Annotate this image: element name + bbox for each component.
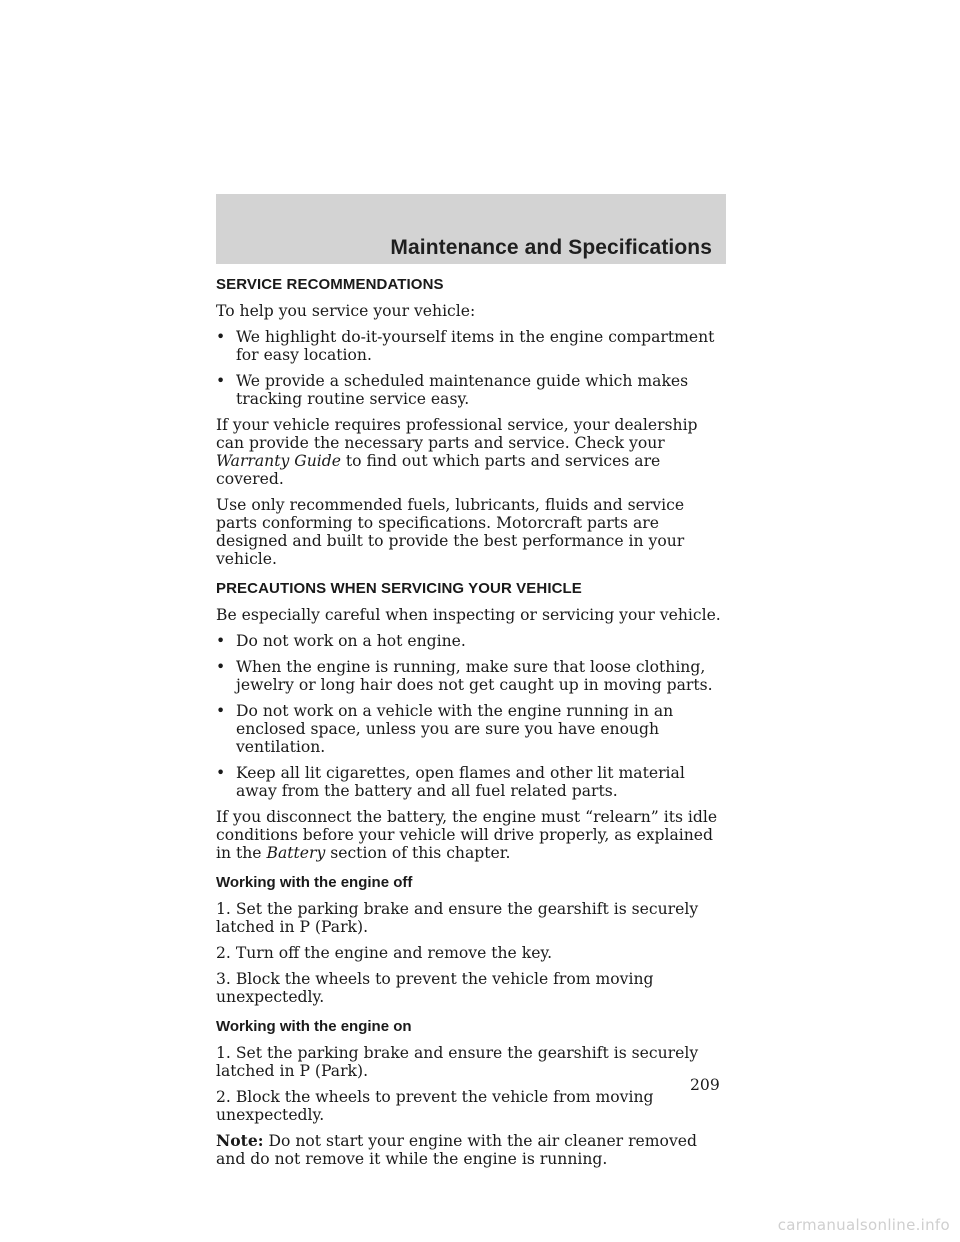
bullet-icon: •	[216, 658, 226, 676]
page-body	[216, 276, 728, 1176]
precautions-intro: Be especially careful when inspecting or servicing your vehicle.	[216, 606, 721, 624]
professional-service-paragraph: If your vehicle requires professional service, your dealership can provide the necessary parts and service. Check your Warranty Guide to find out which parts and services are covered.	[216, 416, 698, 488]
recommended-parts-paragraph: Use only recommended fuels, lubricants, fluids and service parts conforming to specifications. Motorcraft parts are designed and built to provide the best performance in your vehicle.	[216, 496, 685, 568]
engine-on-heading: Working with the engine on	[216, 1018, 412, 1035]
bullet-icon: •	[216, 372, 226, 390]
list-item: • Do not work on a vehicle with the engine running in an enclosed space, unless you are sure you have enough ventilation.	[216, 702, 674, 756]
bullet-icon: •	[216, 764, 226, 782]
engine-off-step: 1. Set the parking brake and ensure the gearshift is securely latched in P (Park).	[216, 900, 699, 936]
warranty-guide-reference: Warranty Guide	[216, 452, 341, 470]
page-number: 209	[690, 1076, 720, 1094]
bullet-icon: •	[216, 632, 226, 650]
battery-section-reference: Battery	[266, 844, 326, 862]
list-item: • Keep all lit cigarettes, open flames and other lit material away from the battery and all fuel related parts.	[216, 764, 685, 800]
battery-relearn-paragraph: If you disconnect the battery, the engine must “relearn” its idle conditions before your vehicle will drive properly, as explained in the Battery section of this chapter.	[216, 808, 718, 862]
bullet-icon: •	[216, 702, 226, 720]
engine-off-heading: Working with the engine off	[216, 874, 413, 891]
list-item: • When the engine is running, make sure that loose clothing, jewelry or long hair does not get caught up in moving parts.	[216, 658, 713, 694]
precautions-bullet-list	[216, 632, 728, 800]
list-item: • Do not work on a hot engine.	[216, 632, 466, 650]
list-item: • We provide a scheduled maintenance guide which makes tracking routine service easy.	[216, 372, 689, 408]
note-paragraph: Note: Do not start your engine with the air cleaner removed and do not remove it while the engine is running.	[216, 1131, 697, 1168]
note-label: Note:	[216, 1131, 264, 1150]
engine-off-step: 3. Block the wheels to prevent the vehicle from moving unexpectedly.	[216, 970, 654, 1006]
section-header-band	[216, 194, 726, 264]
section-title: Maintenance and Specifications	[390, 236, 712, 259]
service-bullet-list	[216, 328, 728, 408]
watermark: carmanualsonline.info	[777, 1216, 950, 1234]
service-recommendations-heading: SERVICE RECOMMENDATIONS	[216, 276, 444, 293]
precautions-heading: PRECAUTIONS WHEN SERVICING YOUR VEHICLE	[216, 580, 582, 597]
engine-off-step: 2. Turn off the engine and remove the key.	[216, 944, 553, 962]
engine-on-step: 2. Block the wheels to prevent the vehicle from moving unexpectedly.	[216, 1088, 654, 1124]
engine-on-step: 1. Set the parking brake and ensure the gearshift is securely latched in P (Park).	[216, 1044, 699, 1080]
list-item: • We highlight do-it-yourself items in the engine compartment for easy location.	[216, 328, 715, 364]
service-intro: To help you service your vehicle:	[216, 302, 476, 320]
bullet-icon: •	[216, 328, 226, 346]
